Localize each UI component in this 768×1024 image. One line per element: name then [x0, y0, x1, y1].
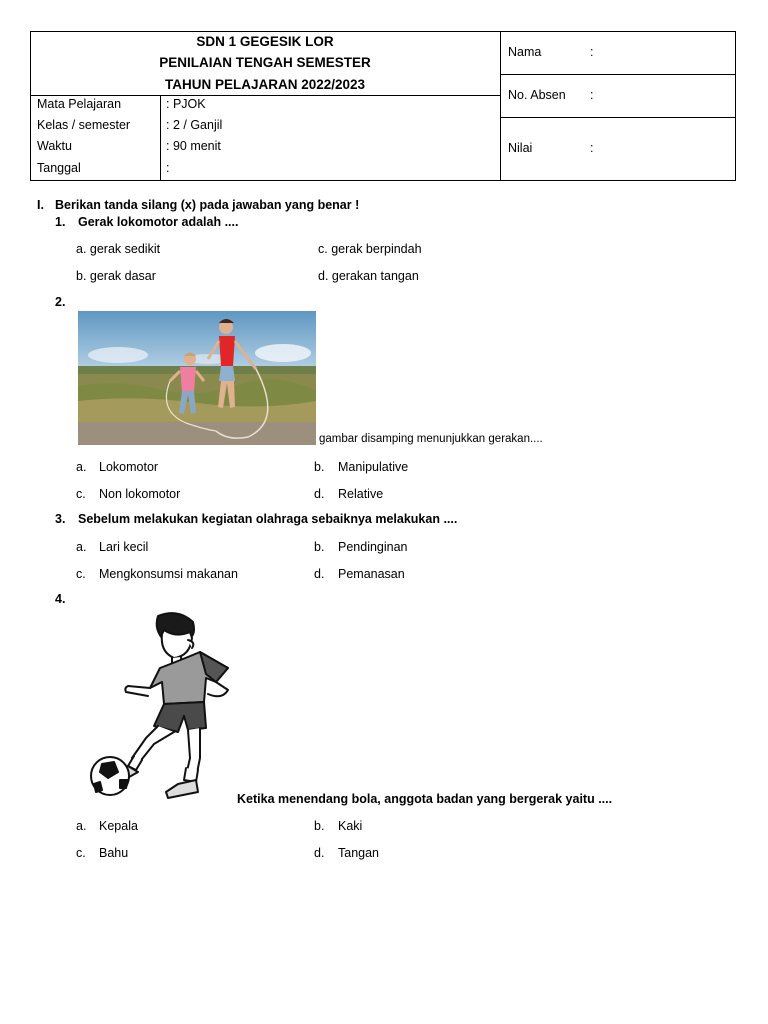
question-4-caption: Ketika menendang bola, anggota badan yang bergerak yaitu ....	[237, 792, 613, 806]
question-1-option-d: d. gerakan tangan	[318, 269, 419, 283]
school-name: SDN 1 GEGESIK LOR	[196, 34, 334, 49]
question-3-option-b: Pendinginan	[338, 540, 408, 554]
soccer-boy-illustration	[88, 608, 238, 803]
question-3-option-a-letter: a.	[76, 540, 87, 554]
header-divider-info	[160, 95, 161, 181]
question-3-option-d: Pemanasan	[338, 567, 405, 581]
subject-label: Mata Pelajaran	[37, 97, 122, 111]
question-2-caption: gambar disamping menunjukkan gerakan....	[319, 433, 543, 445]
section-instruction: Berikan tanda silang (x) pada jawaban yang benar !	[55, 198, 360, 212]
question-1-option-a: a. gerak sedikit	[76, 242, 161, 256]
time-label: Waktu	[37, 139, 72, 153]
question-4-option-d: Tangan	[338, 846, 380, 860]
question-3-number: 3.	[55, 512, 66, 526]
section-number: I.	[37, 198, 44, 212]
question-3-text: Sebelum melakukan kegiatan olahraga sebaiknya melakukan ....	[78, 512, 458, 526]
question-2-option-a-letter: a.	[76, 460, 87, 474]
question-2-option-c-letter: c.	[76, 487, 86, 501]
question-2-option-b-letter: b.	[314, 460, 325, 474]
name-colon: :	[590, 45, 594, 59]
question-3-option-c: Mengkonsumsi makanan	[99, 567, 238, 581]
question-4-option-b: Kaki	[338, 819, 363, 833]
header-divider-left	[30, 95, 501, 96]
score-label: Nilai	[508, 141, 533, 155]
question-2-option-a: Lokomotor	[99, 460, 159, 474]
question-2-option-c: Non lokomotor	[99, 487, 181, 501]
date-value: :	[166, 161, 170, 175]
time-value: : 90 menit	[166, 139, 221, 153]
question-2-option-d-letter: d.	[314, 487, 325, 501]
question-1-option-c: c. gerak berpindah	[318, 242, 422, 256]
question-4-option-a: Kepala	[99, 819, 138, 833]
question-4-option-b-letter: b.	[314, 819, 325, 833]
question-3-option-a: Lari kecil	[99, 540, 149, 554]
exam-title: PENILAIAN TENGAH SEMESTER	[159, 55, 371, 70]
header-table	[30, 31, 736, 181]
academic-year: TAHUN PELAJARAN 2022/2023	[164, 77, 366, 92]
question-1-number: 1.	[55, 215, 66, 229]
question-2-option-d: Relative	[338, 487, 384, 501]
class-semester-label: Kelas / semester	[37, 118, 131, 132]
subject-value: : PJOK	[166, 97, 206, 111]
date-label: Tanggal	[37, 161, 81, 175]
class-semester-value: : 2 / Ganjil	[166, 118, 223, 132]
score-colon: :	[590, 141, 594, 155]
question-4-option-d-letter: d.	[314, 846, 325, 860]
header-divider-right-1	[500, 74, 736, 75]
header-divider-right-2	[500, 117, 736, 118]
question-2-option-b: Manipulative	[338, 460, 409, 474]
question-3-option-c-letter: c.	[76, 567, 86, 581]
name-label: Nama	[508, 45, 542, 59]
question-1-option-b: b. gerak dasar	[76, 269, 156, 283]
question-3-option-b-letter: b.	[314, 540, 325, 554]
absence-number-colon: :	[590, 88, 594, 102]
question-1-text: Gerak lokomotor adalah ....	[78, 215, 239, 229]
header-divider-vertical	[500, 31, 501, 181]
question-4-option-a-letter: a.	[76, 819, 87, 833]
question-3-option-d-letter: d.	[314, 567, 325, 581]
jump-rope-photo	[78, 311, 316, 445]
question-4-number: 4.	[55, 592, 66, 606]
question-2-number: 2.	[55, 295, 66, 309]
question-4-option-c: Bahu	[99, 846, 129, 860]
absence-number-label: No. Absen	[508, 88, 566, 102]
question-4-option-c-letter: c.	[76, 846, 86, 860]
